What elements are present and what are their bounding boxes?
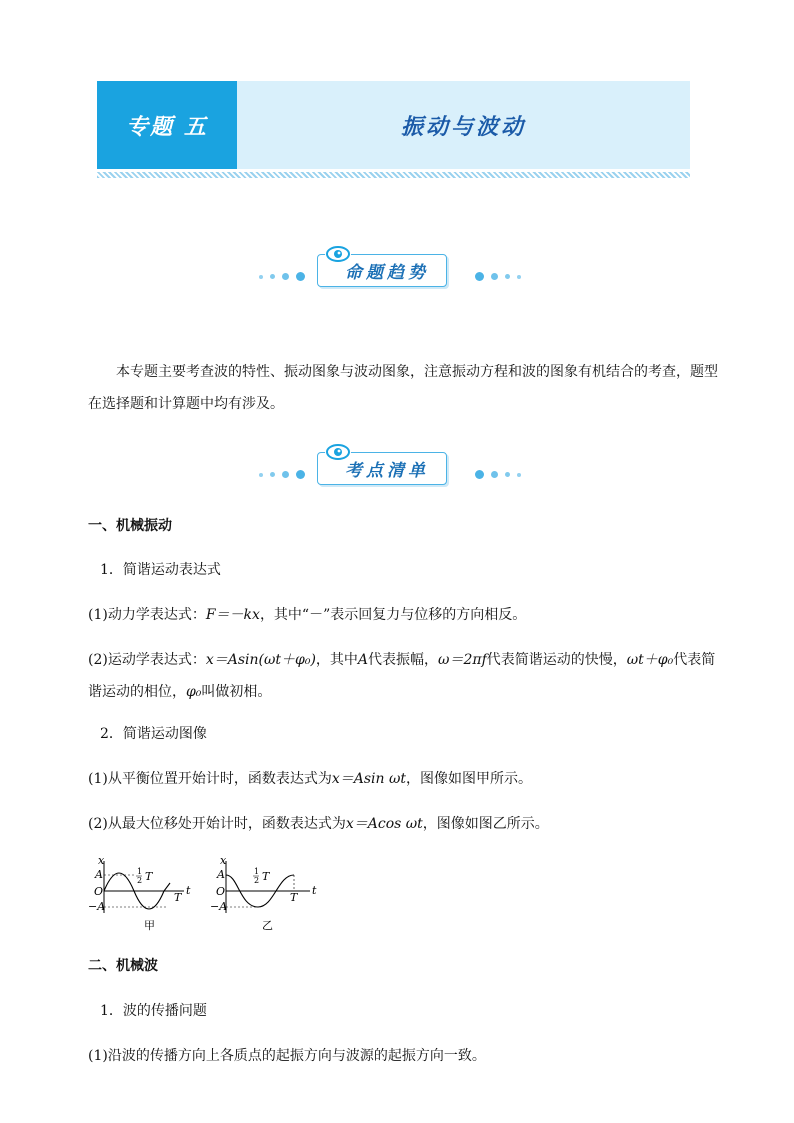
sub-heading-propagation: 1．波的传播问题 [100, 1003, 207, 1019]
topic-number-label: 专题 五 [97, 81, 237, 169]
topic-title: 振动与波动 [237, 81, 690, 169]
half-denominator: 2 [137, 876, 143, 885]
checklist-badge-label: 考点清单 [317, 452, 447, 485]
paragraph-dynamics: (1)动力学表达式：F＝－kx，其中“－”表示回复力与位移的方向相反。 [88, 607, 527, 623]
sub-heading-expression: 1．简谐运动表达式 [100, 562, 221, 578]
badge-dots-right [475, 470, 521, 479]
topic-banner [97, 81, 690, 169]
half-numerator: 1 [137, 867, 143, 876]
T-label: T [290, 891, 298, 904]
label-O: O [94, 885, 104, 898]
section-heading-vibration: 一、机械振动 [88, 518, 172, 534]
figure-sine-graph [88, 855, 198, 935]
label-negA: −A [210, 900, 228, 913]
badge-dots-left [259, 272, 305, 281]
caption-b: 乙 [262, 919, 273, 932]
sub-heading-graph: 2．简谐运动图像 [100, 726, 207, 742]
half-T-label: T [262, 870, 270, 883]
caption-a: 甲 [144, 919, 155, 932]
axis-t-label: t [186, 884, 191, 897]
axis-x-label: x [98, 855, 105, 867]
paragraph-propagation: (1)沿波的传播方向上各质点的起振方向与波源的起振方向一致。 [88, 1048, 486, 1064]
label-O: O [216, 885, 226, 898]
banner-divider [97, 172, 690, 178]
trend-badge [247, 246, 547, 306]
paragraph-cosine-graph: (2)从最大位移处开始计时，函数表达式为x＝Acos ωt，图像如图乙所示。 [88, 816, 549, 832]
label-A: A [95, 868, 103, 881]
half-numerator: 1 [254, 867, 260, 876]
label-negA: −A [88, 900, 106, 913]
badge-dots-right [475, 272, 521, 281]
axis-t-label: t [312, 884, 317, 897]
checklist-badge [247, 444, 547, 504]
T-label: T [174, 891, 182, 904]
paragraph-sine-graph: (1)从平衡位置开始计时，函数表达式为x＝Asin ωt，图像如图甲所示。 [88, 771, 533, 787]
trend-badge-label: 命题趋势 [317, 254, 447, 287]
half-T-label: T [145, 870, 153, 883]
intro-paragraph: 本专题主要考查波的特性、振动图象与波动图象，注意振动方程和波的图象有机结合的考查，题型在选择题和计算题中均有涉及。 [88, 364, 718, 412]
badge-dots-left [259, 470, 305, 479]
axis-x-label: x [220, 855, 227, 867]
figure-cosine-graph [210, 855, 325, 935]
eye-icon [325, 244, 351, 264]
label-A: A [217, 868, 225, 881]
eye-icon [325, 442, 351, 462]
half-denominator: 2 [254, 876, 260, 885]
section-heading-waves: 二、机械波 [88, 958, 158, 974]
paragraph-kinematics: (2)运动学表达式：x＝Asin(ωt＋φ₀)，其中A代表振幅，ω＝2πf代表简谐运动的快慢，ωt＋φ₀代表简谐运动的相位，φ₀叫做初相。 [88, 652, 716, 700]
